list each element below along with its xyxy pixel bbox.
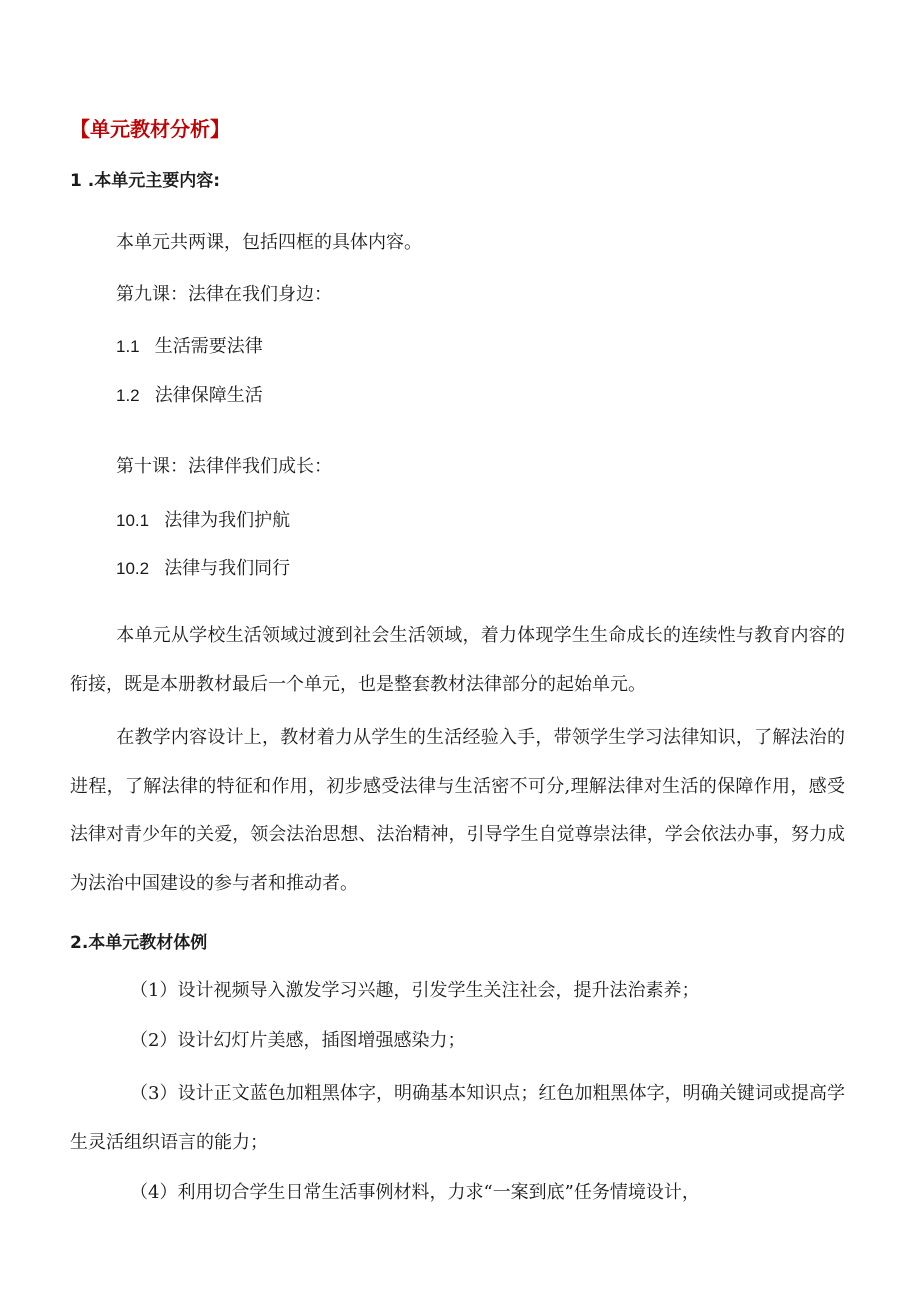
item-text: 利用切合学生日常生活事例材料，力求“一案到底”任务情境设计，	[177, 1182, 700, 1203]
item-number: （4）	[130, 1182, 178, 1203]
lesson-10-title: 第十课：法律伴我们成长：	[116, 456, 332, 477]
item-text: 设计幻灯片美感，插图增强感染力；	[177, 1030, 466, 1051]
list-item	[116, 381, 263, 407]
lesson-9-title: 第九课：法律在我们身边：	[116, 284, 332, 305]
item-text: 法律保障生活	[154, 385, 263, 406]
list-item	[116, 506, 290, 532]
unit-intro: 本单元共两课，包括四框的具体内容。	[116, 232, 422, 253]
item-text: 生活需要法律	[154, 336, 263, 357]
item-number: 10.2	[116, 559, 150, 578]
paragraph-teaching-design	[70, 714, 845, 909]
item-number: 10.1	[116, 511, 150, 530]
list-item	[116, 554, 290, 580]
paragraph-text: 在教学内容设计上，教材着力从学生的生活经验入手，带领学生学习法律知识，了解法治的进程，了解法律的特征和作用，初步感受法律与生活密不可分,理解法律对生活的保障作用，感受法律对青少年的关爱，领会法治思想、法治精神，引导学生自觉尊崇法律，学会依法办事，努力成为法治中国建设的参与者和推动者。	[70, 727, 845, 895]
item-number: 1.2	[116, 386, 140, 405]
item-number: 1.1	[116, 337, 140, 356]
list-item	[130, 1178, 700, 1204]
item-text: 法律与我们同行	[164, 558, 291, 579]
section-heading-main-content: 1 .本单元主要内容:	[70, 171, 221, 191]
item-text: 法律为我们护航	[164, 510, 291, 531]
list-item	[116, 332, 263, 358]
item-number: （3）	[130, 1083, 178, 1104]
section-heading-structure: 2.本单元教材体例	[70, 933, 208, 953]
list-item	[130, 976, 699, 1002]
list-item	[130, 1026, 465, 1052]
list-item	[70, 1070, 845, 1167]
paragraph-unit-overview	[70, 612, 845, 709]
item-number: （2）	[130, 1030, 178, 1051]
item-text: 设计正文蓝色加粗黑体字，明确基本知识点；红色加粗黑体字，明确关键词或提高学生灵活组织语言的能力；	[70, 1083, 846, 1153]
item-text: 设计视频导入激发学习兴趣，引发学生关注社会，提升法治素养；	[177, 980, 700, 1001]
page-title: 【单元教材分析】	[70, 117, 230, 141]
item-number: （1）	[130, 980, 178, 1001]
paragraph-text: 本单元从学校生活领域过渡到社会生活领域，着力体现学生生命成长的连续性与教育内容的衔接，既是本册教材最后一个单元，也是整套教材法律部分的起始单元。	[70, 625, 845, 695]
